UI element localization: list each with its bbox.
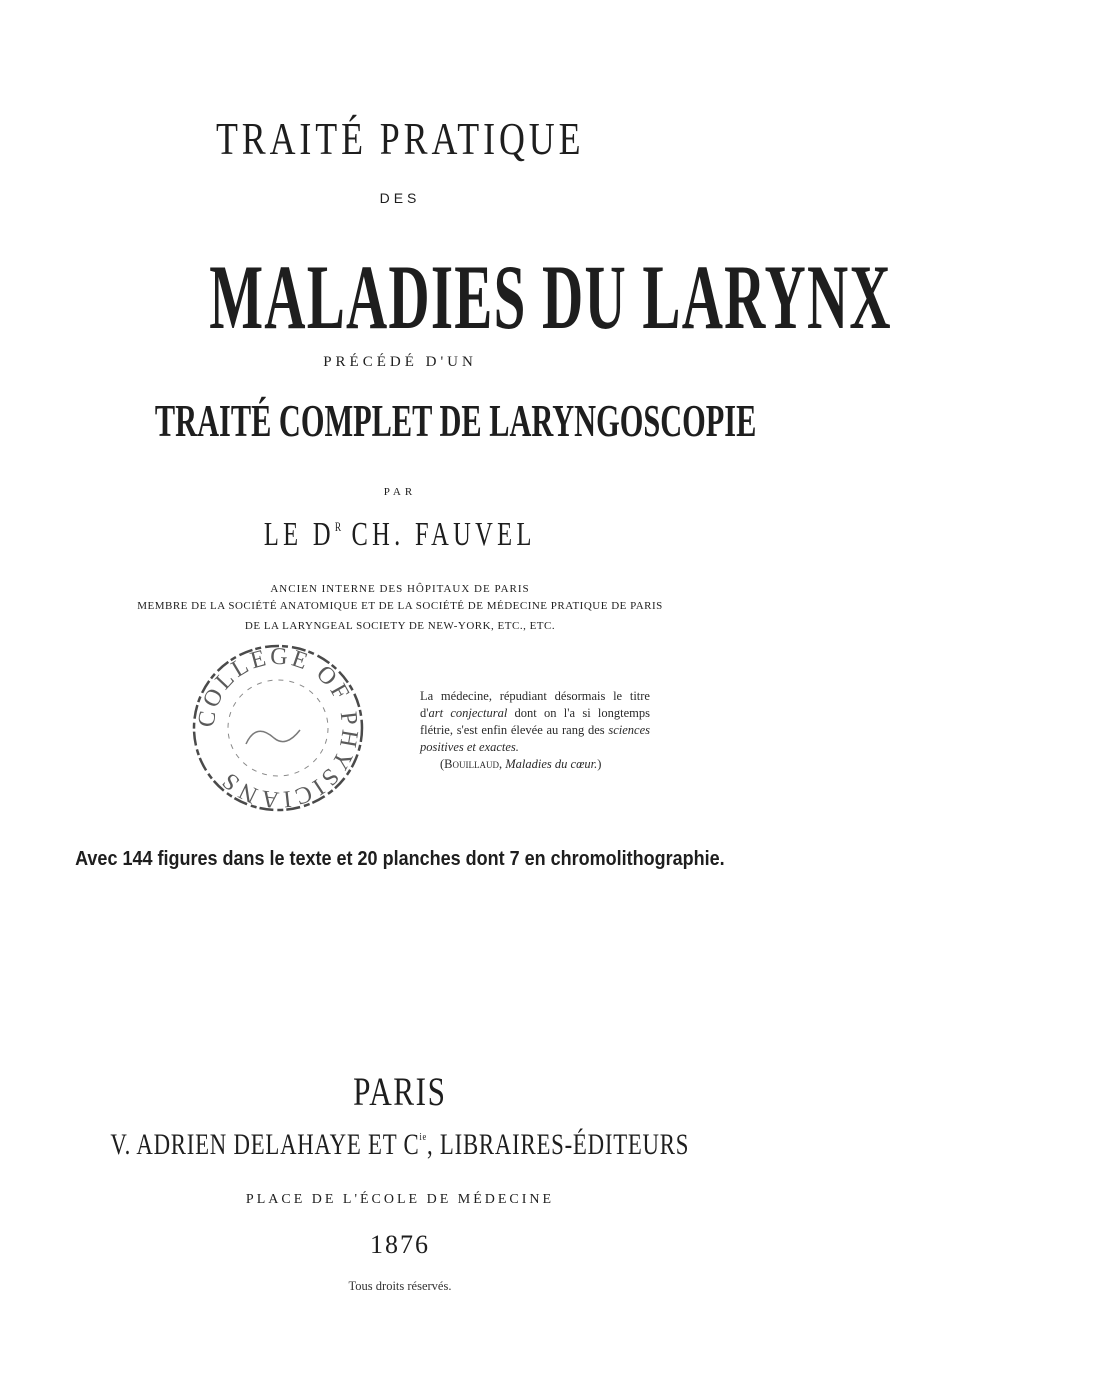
imprint-publisher: V. ADRIEN DELAHAYE ET $C^{ie}$, LIBRAIRES-ÉDITEURS: [110, 1128, 690, 1161]
imprint-city: PARIS: [353, 1069, 447, 1114]
main-title: MALADIES DU LARYNX: [209, 246, 892, 348]
title-line-precede: PRÉCÉDÉ D'UN: [323, 354, 477, 370]
subtitle: TRAITÉ COMPLET DE LARYNGOSCOPIE: [154, 395, 757, 446]
author-credential-2: MEMBRE DE LA SOCIÉTÉ ANATOMIQUE ET DE LA SOCIÉTÉ DE MÉDECINE PRATIQUE DE PARIS: [137, 600, 663, 612]
title-line-des: DES: [379, 190, 421, 206]
library-stamp: [186, 636, 370, 816]
imprint-year: 1876: [370, 1230, 430, 1259]
author-name: LE $D^R$ CH. FAUVEL: [264, 516, 536, 553]
epigraph-text: La médecine, répudiant désormais le titre d'art conjectural dont on l'a si longtemps flétrie, s'est enfin élevée au rang des sciences positives et exactes.: [420, 689, 651, 754]
epigraph-attribution: (Bouillaud, Maladies du cœur.): [440, 757, 602, 771]
stamp-text: COLLEGE OF PHYSICIANS: [193, 643, 363, 813]
figures-note: Avec 144 figures dans le texte et 20 planches dont 7 en chromolithographie.: [75, 848, 725, 870]
author-credential-1: ANCIEN INTERNE DES HÔPITAUX DE PARIS: [270, 583, 530, 595]
epigraph: [420, 688, 650, 773]
title-line-traite-pratique: TRAITÉ PRATIQUE: [215, 113, 585, 164]
rights-notice: Tous droits réservés.: [348, 1279, 452, 1293]
par-label: PAR: [383, 486, 417, 498]
author-credential-3: DE LA LARYNGEAL SOCIETY DE NEW-YORK, ETC., ETC.: [244, 620, 556, 632]
imprint-place: PLACE DE L'ÉCOLE DE MÉDECINE: [245, 1192, 555, 1207]
